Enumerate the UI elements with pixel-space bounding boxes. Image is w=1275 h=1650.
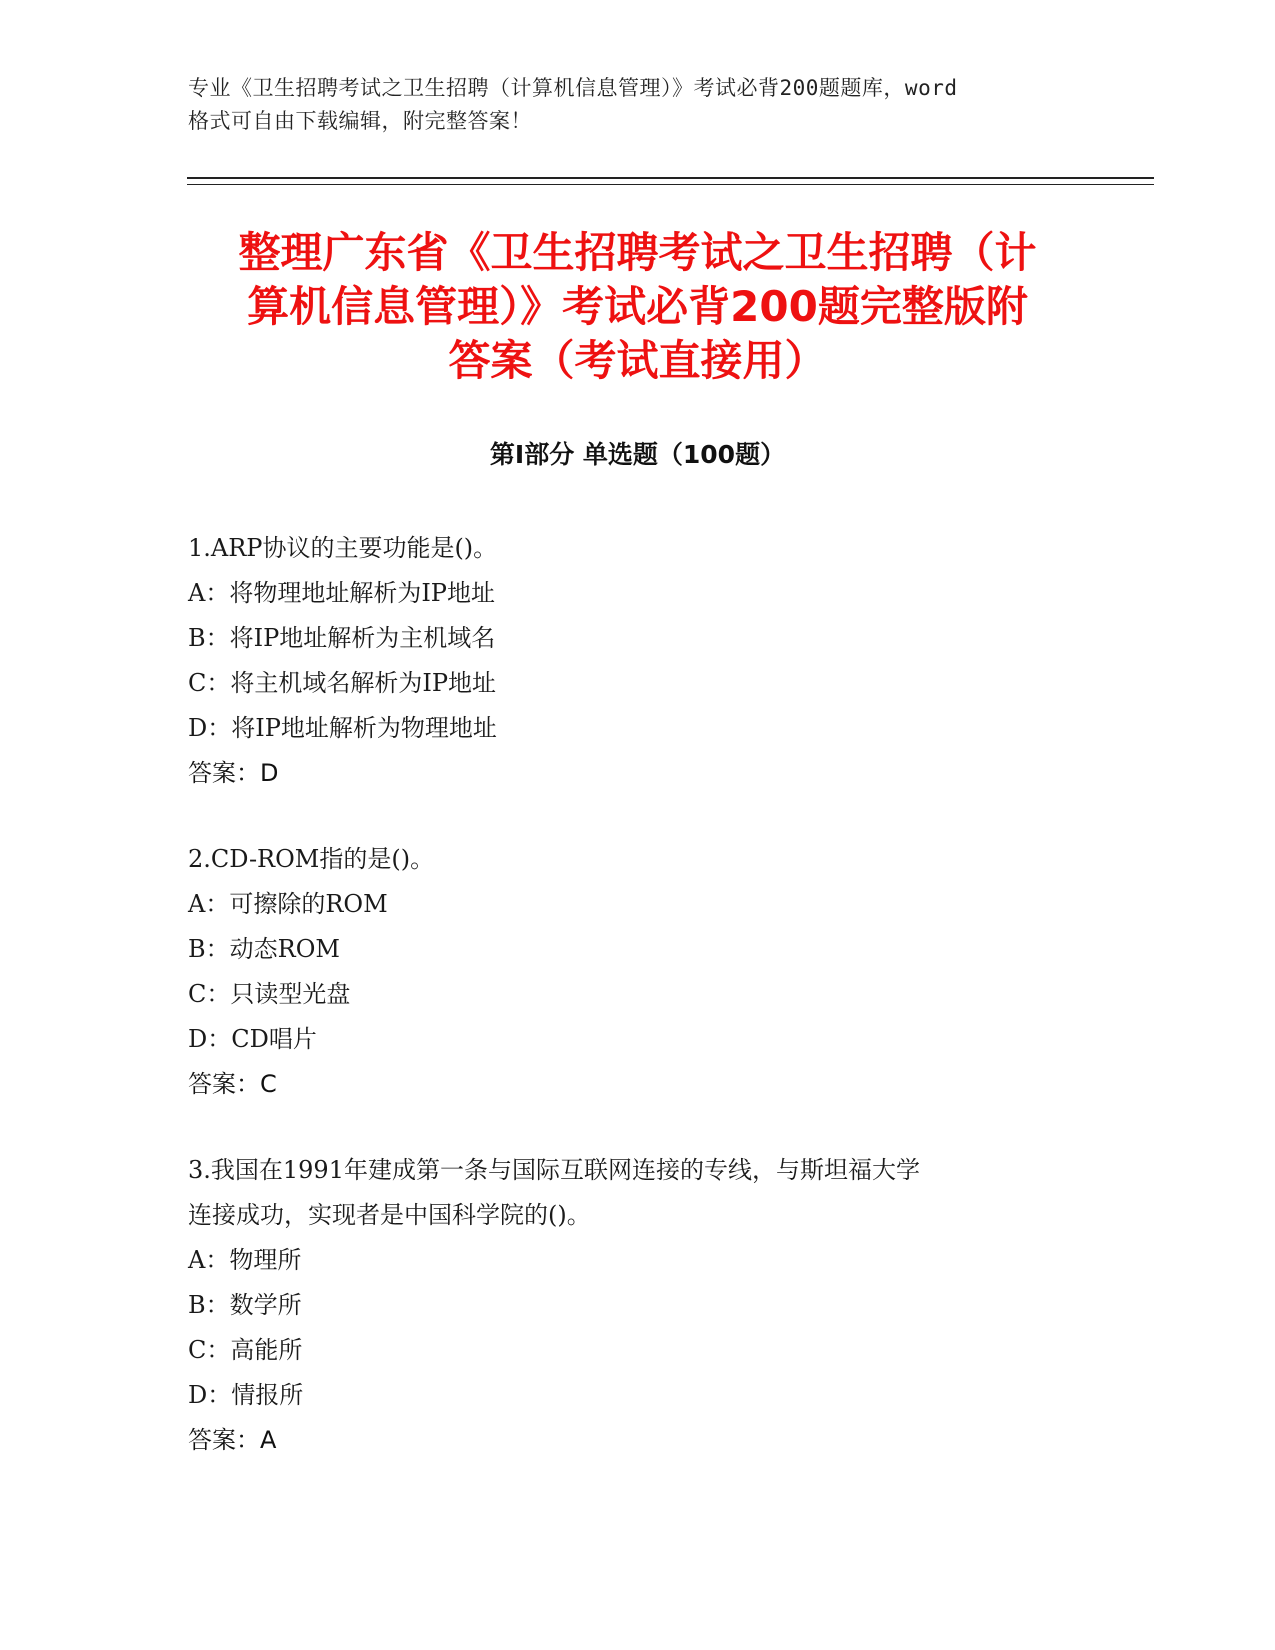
question-option-c: C：将主机域名解析为IP地址 <box>188 669 496 697</box>
question-stem: 1.ARP协议的主要功能是()。 <box>188 534 498 562</box>
header-note-line: 格式可自由下载编辑，附完整答案！ <box>188 109 532 133</box>
question-option-b: B：数学所 <box>188 1291 302 1319</box>
question-item <box>188 1148 1088 1463</box>
header-divider-thin <box>187 184 1154 185</box>
question-option-d: D：情报所 <box>188 1381 304 1409</box>
question-option-b: B：将IP地址解析为主机域名 <box>188 624 496 652</box>
section-heading: 第Ⅰ部分 单选题（100题） <box>489 440 786 469</box>
header-note <box>188 72 1088 138</box>
question-item <box>188 526 1088 796</box>
question-stem: 3.我国在1991年建成第一条与国际互联网连接的专线，与斯坦福大学 <box>188 1156 920 1184</box>
document-title <box>190 226 1085 388</box>
question-option-a: A：物理所 <box>188 1246 302 1274</box>
question-stem: 2.CD-ROM指的是()。 <box>188 845 435 873</box>
question-answer: 答案：D <box>188 759 279 787</box>
header-note-line: 专业《卫生招聘考试之卫生招聘（计算机信息管理）》考试必背200题题库，word <box>188 76 958 100</box>
question-list <box>188 526 1088 1504</box>
question-option-a: A：可擦除的ROM <box>188 890 388 918</box>
document-title-line: 算机信息管理）》考试必背200题完整版附 <box>247 282 1028 331</box>
question-stem: 连接成功，实现者是中国科学院的()。 <box>188 1201 591 1229</box>
document-title-line: 整理广东省《卫生招聘考试之卫生招聘（计 <box>238 228 1037 277</box>
question-option-a: A：将物理地址解析为IP地址 <box>188 579 495 607</box>
question-answer: 答案：C <box>188 1070 277 1098</box>
question-option-c: C：只读型光盘 <box>188 980 351 1008</box>
question-option-d: D：CD唱片 <box>188 1025 317 1053</box>
question-option-c: C：高能所 <box>188 1336 303 1364</box>
header-divider-thick <box>187 177 1154 179</box>
question-item <box>188 837 1088 1107</box>
document-title-line: 答案（考试直接用） <box>448 336 827 385</box>
question-option-d: D：将IP地址解析为物理地址 <box>188 714 497 742</box>
question-option-b: B：动态ROM <box>188 935 340 963</box>
question-answer: 答案：A <box>188 1426 277 1454</box>
